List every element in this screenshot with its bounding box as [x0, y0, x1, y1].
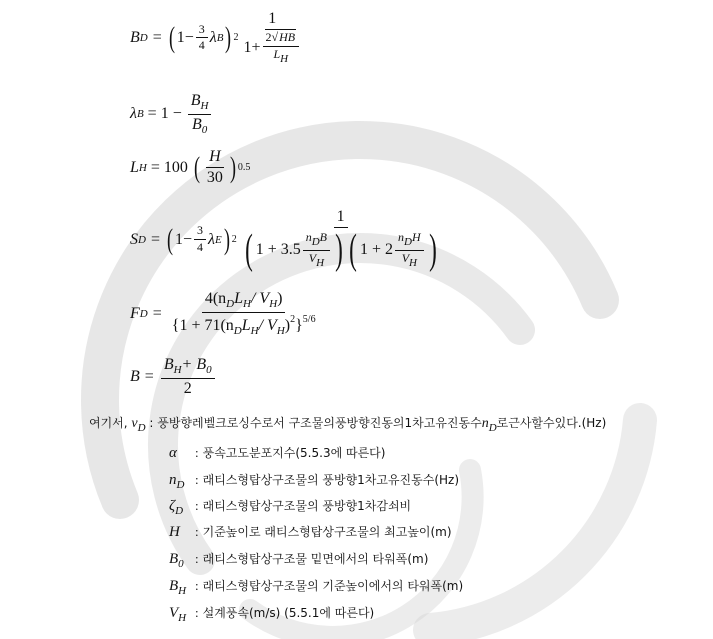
sd-lhs: S: [130, 230, 138, 248]
lambda-b-lhs: λ: [130, 105, 137, 123]
definition-colon: :: [195, 472, 199, 487]
definition-symbol: α: [169, 445, 177, 461]
bd-minus: −: [184, 28, 194, 46]
definition-colon: :: [195, 498, 199, 513]
equation-bd: B D = ( 1 − $\frac{3}{4}$ λ B ) 2 1 1+ $\frac{2√HB}{LH}$: [130, 10, 306, 66]
lh-lhs-sub: H: [138, 161, 147, 174]
definition-item: [169, 604, 374, 624]
definition-text: 래티스형탑상구조물의 기준높이에서의 타워폭(m): [202, 579, 464, 593]
lh-coef: = 100: [150, 158, 188, 176]
b-lhs: B: [130, 368, 140, 386]
definition-colon: :: [195, 578, 199, 593]
sd-lambda: λ: [208, 230, 215, 248]
definition-item: [169, 550, 428, 570]
definition-symbol: $B_H$: [169, 578, 187, 597]
definition-colon: :: [195, 605, 199, 620]
bd-square: 2: [233, 32, 239, 44]
lambda-b-fraction: $\frac{B_H}{B_0}$: [188, 92, 212, 136]
definition-item: [169, 444, 385, 462]
definition-text: 래티스형탑상구조물 밑면에서의 타워폭(m): [202, 552, 429, 566]
equation-fd: F D = $\frac{4(n_DL_H/ V_H)}{\{1 + 71(n_DL_H/ V_H)^2\}^{5/6}}$: [130, 290, 321, 337]
bd-lhs: B: [130, 28, 140, 46]
definition-symbol: $V_H$: [169, 605, 187, 624]
b-fraction: $\frac{B_H+ B_0}{2}$: [161, 356, 215, 398]
lambda-b-lhs-sub: B: [136, 108, 144, 121]
definition-symbol: $\zeta_D$: [169, 498, 184, 517]
definitions-intro: 여기서, $\nu_D$ : 풍방향레벨크로싱수로서 구조물의풍방향진동의1차고유진동수$n_D$로근사할수있다.(Hz): [89, 416, 607, 434]
definition-symbol: H: [169, 524, 180, 540]
definition-text: 설계풍속(m/s) (5.5.1에 따른다): [202, 606, 375, 620]
definition-colon: :: [195, 524, 199, 539]
lh-fraction: $\frac{H}{30}$: [206, 148, 223, 187]
sd-lhs-sub: D: [138, 233, 146, 246]
sd-fraction: 1 ( 1 + 3.5 $\frac{\text{nDB}}{VH}$ ) ( 1 + 2 $\frac{\text{nDH}}{VH}$ ): [244, 208, 437, 274]
equation-lh: L H = 100 ( $\frac{H}{30}$ ) 0.5: [130, 148, 251, 187]
sd-lambda-sub: E: [214, 233, 222, 246]
bd-lambda: λ: [209, 28, 217, 46]
sd-three-quarters: $\frac{3}{4}$: [194, 224, 206, 255]
sd-square: 2: [231, 234, 237, 246]
bd-one: 1: [176, 28, 185, 46]
definition-item: [169, 577, 463, 597]
fd-lhs-sub: D: [139, 307, 148, 320]
definition-item: [169, 471, 459, 491]
definition-item: [169, 497, 411, 517]
equation-lambda-b: [130, 92, 213, 136]
bd-lhs-sub: D: [139, 31, 148, 44]
definition-symbol: $n_D$: [169, 472, 185, 491]
sd-minus: −: [182, 230, 193, 248]
equation-sd: S D = ( 1 − $\frac{3}{4}$ λ E ) 2 1 ( 1 + 3.5 $\frac{\text{nDB}}{VH}$ ) ( 1 + 2 $\frac{\text{nDH}}{VH}$ ): [130, 208, 445, 271]
bd-three-quarters: $\frac{3}{4}$: [196, 23, 208, 54]
lh-lhs: L: [130, 158, 139, 176]
definition-text: 래티스형탑상구조물의 풍방향1차감쇠비: [202, 499, 412, 513]
lh-exponent: 0.5: [237, 162, 251, 174]
definition-text: 래티스형탑상구조물의 풍방향1차고유진동수(Hz): [202, 473, 460, 487]
bd-lambda-sub: B: [216, 31, 224, 44]
definition-item: [169, 523, 452, 541]
equation-b: B = $\frac{B_H+ B_0}{2}$: [130, 356, 217, 398]
definition-symbol: $B_0$: [169, 551, 184, 570]
bd-fraction: 1 1+ $\frac{2√HB}{LH}$: [240, 10, 304, 66]
definition-text: 풍속고도분포지수(5.5.3에 따른다): [202, 446, 386, 460]
fd-fraction: $\frac{4(n_DL_H/ V_H)}{\{1 + 71(n_DL_H/ V_H)^2\}^{5/6}}$: [171, 290, 316, 337]
fd-lhs: F: [130, 304, 140, 322]
lambda-b-rhs-pre: = 1 −: [147, 105, 182, 123]
sd-one: 1: [174, 230, 183, 248]
definition-text: 기준높이로 래티스형탑상구조물의 최고높이(m): [202, 525, 452, 539]
definition-colon: :: [195, 551, 199, 566]
definition-colon: :: [195, 445, 199, 460]
